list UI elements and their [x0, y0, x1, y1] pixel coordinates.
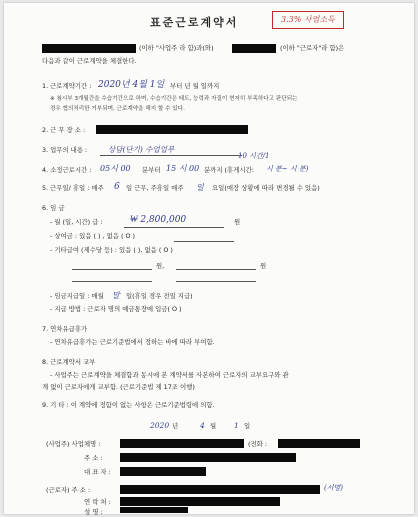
intro-worker-text: (이하 "근로자"라 함)은 [280, 44, 345, 52]
monthly-wage-label: - 월 (일, 시간) 급 : [50, 218, 103, 226]
payday-value: 말 [112, 291, 120, 300]
annual-leave-label: 7. 연차유급휴가 [42, 325, 88, 333]
sign-year-unit: 년 [172, 422, 179, 430]
contract-period-rest: 부터 년 월 일까지 [170, 82, 220, 90]
annual-leave-text: - 연차유급휴가는 근로기준법에서 정하는 바에 따라 부여함. [50, 338, 215, 346]
sign-month-unit: 월 [210, 422, 217, 430]
working-hours-note: 10 시간/1 [238, 152, 270, 160]
page-title: 표준근로계약서 [150, 16, 239, 29]
workdays-mid: 일 근무, 주휴일 매주 [126, 184, 184, 192]
sign-month: 4 [200, 421, 205, 430]
delivery-text-1: - 사업주는 근로계약을 체결함과 동시에 본 계약서를 사본하여 근로자의 교부요구와 관 [50, 371, 289, 379]
worker-signature-note: (서명) [324, 484, 343, 492]
bonus-row: - 상여금 : 있음 ( ) , 없음 ( O ) [50, 232, 136, 240]
sign-year: 2020 [150, 421, 170, 430]
weekly-holiday: 일 [196, 183, 204, 192]
other-pay-unit-1: 원, [156, 262, 165, 270]
payday-rest: 일(휴일 경우 전일 지급) [126, 292, 193, 300]
employer-company-label: (사업주) 사업체명 : [46, 440, 101, 448]
break-time-value: 시 분~ 시 분) [266, 165, 309, 173]
sign-day: 1 [234, 421, 239, 430]
job-description-value: 상담(단기) 수업업무 [108, 145, 175, 154]
worker-address-label: (근로자) 주 소 : [46, 486, 91, 494]
other-pay-line-1 [72, 269, 152, 270]
employer-rep-redaction [120, 467, 206, 476]
probation-note-1: ※ 첨시부 3개월간을 수습기간으로 하며, 수습기간은 태도, 능력과 자질이 현저히 부족하다고 판단되는 [50, 96, 298, 102]
intro-employer-text: (이하 "사업주 라 함)과(와) [139, 44, 214, 52]
employer-phone-redaction [278, 439, 360, 448]
wage-unit: 원 [234, 218, 241, 226]
working-hours-start: 05시 00 [100, 164, 131, 173]
employer-address-label: 주 소 : [84, 454, 103, 462]
contract-page [4, 3, 414, 514]
bonus-underline [174, 241, 234, 242]
employer-company-redaction [120, 439, 244, 448]
payment-method: - 지급 방법 : 근로자 명의 예금통장에 입금( O ) [50, 305, 182, 313]
contract-period-label: 1. 근로계약기간 : [42, 82, 92, 90]
worker-name-redaction [232, 44, 276, 53]
worker-contact-label: 연 락 처 : [84, 498, 111, 506]
delivery-label: 8. 근로계약서 교부 [42, 358, 96, 366]
wage-underline [124, 227, 224, 228]
working-hours-label: 4. 소정근로시간 : [42, 166, 92, 174]
monthly-wage-value: ₩ 2,800,000 [130, 215, 187, 225]
workdays-rest: 요일(매장 상황에 따라 변경될 수 있음) [212, 184, 320, 192]
other-pay-line-4 [176, 281, 256, 282]
probation-note-2: 경우 협의처리한 거부되며, 근로계약을 해지 할 수 있다. [50, 106, 185, 112]
employer-name-redaction [42, 44, 136, 53]
sign-day-unit: 일 [244, 422, 251, 430]
other-pay-unit-2: 원 [260, 262, 267, 270]
working-hours-rest: 분까지 (휴게시간: [204, 166, 254, 174]
income-type-stamp: 3.3% 사업소득 [272, 11, 344, 29]
worker-contact-redaction [120, 497, 280, 506]
job-description-label: 3. 업무의 내용 : [42, 146, 88, 154]
intro-line2: 다음과 같이 근로계약을 체결한다. [42, 57, 137, 65]
worker-name-sign-redaction [120, 507, 188, 513]
contract-start-date: 2020년 4월 1일 [98, 80, 165, 90]
workplace-label: 2. 근 무 장 소 : [42, 126, 86, 134]
employer-rep-label: 대 표 자 : [84, 468, 111, 476]
delivery-text-2: 계 없이 근로자에게 교부함. (근로기준법 제 17조 이행) [42, 383, 195, 391]
other-pay-line-3 [72, 281, 152, 282]
working-hours-end: 15 시 00 [166, 164, 200, 173]
workplace-redaction [96, 125, 248, 134]
other-pay-line-2 [176, 269, 256, 270]
employer-address-redaction [120, 453, 296, 462]
workdays-count: 6 [114, 182, 120, 192]
other-pay-row: - 기타급여 (제수당 등) : 있음 ( ), 없음 ( O ) [50, 246, 173, 254]
working-hours-mid: 분부터 [142, 166, 161, 174]
worker-name-label: 성 명 : [84, 508, 103, 516]
workdays-label: 5. 근무일/ 휴일 : 매주 [42, 184, 104, 192]
misc-clause: 9. 기 타 : 이 계약에 정함이 없는 사항은 근로기준법령에 의함. [42, 401, 215, 409]
wage-section-label: 6. 임 금 [42, 204, 65, 212]
payday-label: - 임금지급일 : 매월 [50, 292, 104, 300]
employer-phone-label: (전화 : [248, 440, 268, 448]
worker-address-redaction [120, 485, 320, 494]
job-description-underline [100, 155, 242, 156]
